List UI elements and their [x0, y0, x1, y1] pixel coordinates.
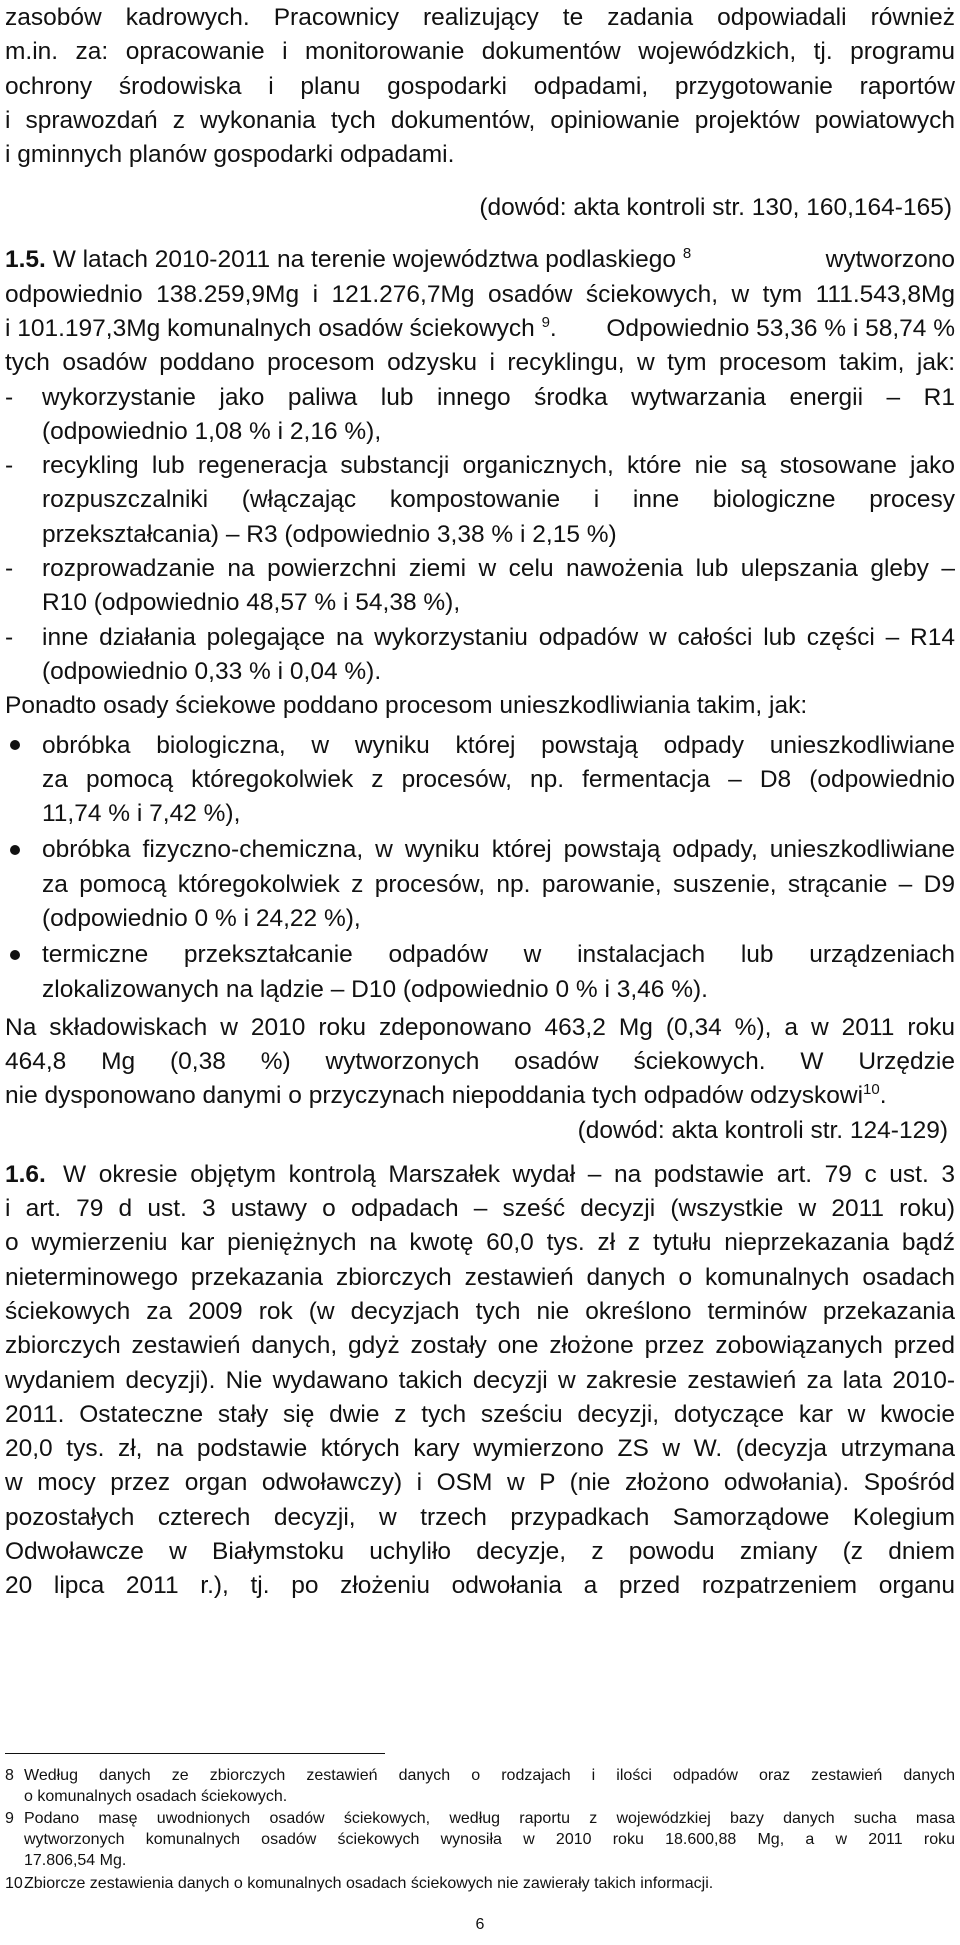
list-item-line: (odpowiednio 0 % i 24,22 %),	[42, 905, 361, 932]
list-item-line: inne działania polegające na wykorzystaniu odpadów w całości lub części – R14	[42, 623, 955, 651]
text-line: 20,0 tys. zł, na podstawie których kary wymierzono ZS w W. (decyzja utrzymana	[5, 1435, 955, 1463]
list-item-line: przekształcania) – R3 (odpowiednio 3,38 % i 2,15 %)	[42, 520, 617, 548]
list-item-line: (odpowiednio 1,08 % i 2,16 %),	[42, 417, 382, 445]
text-line: w mocy przez organ odwoławczy) i OSM w P (nie złożono odwołania). Spośród	[5, 1469, 955, 1497]
text-span: wytworzono	[825, 246, 955, 274]
footnote-ref: 9	[541, 313, 550, 331]
text-line: i art. 79 d ust. 3 ustawy o odpadach – sześć decyzji (wszystkie w 2011 roku)	[5, 1194, 955, 1222]
text-line: Ponadto osady ściekowe poddano procesom unieszkodliwiania takim, jak:	[5, 692, 808, 720]
text-line: i 101.197,3Mg komunalnych osadów ściekowych $^9$. Odpowiednio 53,36 % i 58,74 %	[5, 311, 955, 347]
footnote-ref: 8	[682, 245, 692, 263]
footnote-separator	[5, 1753, 385, 1754]
list-item-line: (odpowiednio 0,33 % i 0,04 %).	[42, 658, 382, 686]
list-item-line: termiczne przekształcanie odpadów w instalacjach lub urządzeniach	[42, 941, 955, 969]
list-item-line: za pomocą któregokolwiek z procesów, np. parowanie, suszenie, strącanie – D9	[42, 870, 955, 898]
list-item-line: rozpuszczalniki (włączając kompostowanie i inne biologiczne procesy	[42, 486, 955, 514]
text-span: W latach 2010-2011 na terenie województwa podlaskiego	[52, 246, 677, 274]
footnote-ref: 10	[863, 1081, 880, 1099]
list-item-line: obróbka biologiczna, w wyniku której powstają odpady unieszkodliwiane	[42, 731, 955, 759]
list-item-line: obróbka fizyczno-chemiczna, w wyniku której powstają odpady, unieszkodliwiane	[42, 836, 955, 864]
footnote-number: 10	[5, 1874, 23, 1892]
text-line: i sprawozdań z wykonania tych dokumentów, opiniowanie projektów powiatowych	[5, 107, 955, 134]
text-line: ściekowych za 2009 rok (w decyzjach tych nie określono terminów przekazania	[5, 1297, 955, 1325]
list-item-line: zlokalizowanych na lądzie – D10 (odpowiednio 0 % i 3,46 %).	[42, 975, 708, 1003]
footnote-number: 8	[5, 1766, 14, 1784]
text-line: zbiorczych zestawień danych, gdyż zostały one złożone przez zobowiązanych przed	[5, 1332, 955, 1360]
list-item-line: 11,74 % i 7,42 %),	[42, 800, 241, 828]
footnote-line: wytworzonych komunalnych osadów ściekowych wynosiła w 2010 roku 18.600,88 Mg, a w 2011 roku	[24, 1830, 955, 1848]
text-line: odpowiednio 138.259,9Mg i 121.276,7Mg osadów ściekowych, w tym 111.543,8Mg	[5, 280, 955, 308]
footnote-line: Zbiorcze zestawienia danych o komunalnych osadach ściekowych nie zawierały takich informacji.	[24, 1874, 714, 1892]
footnote-number: 9	[5, 1809, 14, 1827]
text-span: Odpowiednio 53,36 % i 58,74 %	[606, 314, 955, 342]
section-number: 1.6.	[5, 1160, 46, 1188]
text-line: nie dysponowano danymi o przyczynach niepoddania tych odpadów odzyskowi$^{10}$.	[5, 1081, 887, 1110]
list-item-line: R10 (odpowiednio 48,57 % i 54,38 %),	[42, 589, 461, 617]
text-line: tych osadów poddano procesom odzysku i recyklingu, w tym procesom takim, jak:	[5, 349, 955, 377]
text-line: zasobów kadrowych. Pracownicy realizujący te zadania odpowiadali również	[5, 4, 955, 31]
section-1-6-first-line	[5, 1157, 955, 1193]
text-line: 464,8 Mg (0,38 %) wytworzonych osadów ściekowych. W Urzędzie	[5, 1048, 955, 1075]
text-line: Na składowiskach w 2010 roku zdeponowano 463,2 Mg (0,34 %), a w 2011 roku	[5, 1013, 955, 1041]
list-dash: -	[5, 383, 14, 411]
text-line: 20 lipca 2011 r.), tj. po złożeniu odwołania a przed rozpatrzeniem organu	[5, 1572, 955, 1600]
bullet-icon	[10, 740, 20, 750]
section-1-5-first-line	[5, 242, 955, 278]
text-line: o wymierzeniu kar pieniężnych na kwotę 60,0 tys. zł z tytułu nieprzekazania bądź	[5, 1229, 955, 1257]
text-line: Odwoławcze w Białymstoku uchyliło decyzje, z powodu zmiany (z dniem	[5, 1538, 955, 1566]
text-line: m.in. za: opracowanie i monitorowanie dokumentów wojewódzkich, tj. programu	[5, 38, 955, 66]
footnote-line: o komunalnych osadach ściekowych.	[24, 1787, 288, 1805]
evidence-reference: (dowód: akta kontroli str. 124-129)	[577, 1116, 948, 1144]
list-item-line: wykorzystanie jako paliwa lub innego środka wytwarzania energii – R1	[42, 383, 955, 411]
text-span: W okresie objętym kontrolą Marszałek wydał – na podstawie art. 79 c ust. 3	[63, 1160, 955, 1188]
bullet-icon	[10, 950, 20, 960]
list-item-line: rozprowadzanie na powierzchni ziemi w celu nawożenia lub ulepszania gleby –	[42, 555, 955, 583]
text-line: nieterminowego przekazania zbiorczych zestawień danych o komunalnych osadach	[5, 1263, 955, 1291]
footnote-line: Według danych ze zbiorczych zestawień danych o rodzajach i ilości odpadów oraz zestawień danych	[24, 1766, 955, 1784]
section-number: 1.5.	[5, 246, 46, 274]
text-line: wydaniem decyzji). Nie wydawano takich decyzji w zakresie zestawień za lata 2010-	[5, 1366, 955, 1394]
page-number: 6	[475, 1916, 485, 1934]
text-span: i 101.197,3Mg komunalnych osadów ściekowych	[5, 314, 535, 342]
evidence-reference: (dowód: akta kontroli str. 130, 160,164-165)	[479, 193, 952, 221]
footnote-line: Podano masę uwodnionych osadów ściekowych, według raportu z wojewódzkiej bazy danych sucha masa	[24, 1809, 955, 1827]
bullet-icon	[10, 845, 20, 855]
text-line: 2011. Ostateczne stały się dwie z tych sześciu decyzji, dotyczące kar w kwocie	[5, 1400, 955, 1428]
list-dash: -	[5, 452, 14, 480]
footnote-line: 17.806,54 Mg.	[24, 1851, 127, 1869]
list-dash: -	[5, 623, 14, 651]
list-item-line: za pomocą któregokolwiek z procesów, np. fermentacja – D8 (odpowiednio	[42, 765, 955, 793]
list-dash: -	[5, 555, 14, 583]
list-item-line: recykling lub regeneracja substancji organicznych, które nie są stosowane jako	[42, 452, 955, 480]
text-line: ochrony środowiska i planu gospodarki odpadami, przygotowanie raportów	[5, 72, 955, 100]
text-line: pozostałych czterech decyzji, w trzech przypadkach Samorządowe Kolegium	[5, 1503, 955, 1531]
text-span: nie dysponowano danymi o przyczynach niepoddania tych odpadów odzyskowi	[5, 1082, 864, 1110]
text-line: i gminnych planów gospodarki odpadami.	[5, 141, 455, 169]
